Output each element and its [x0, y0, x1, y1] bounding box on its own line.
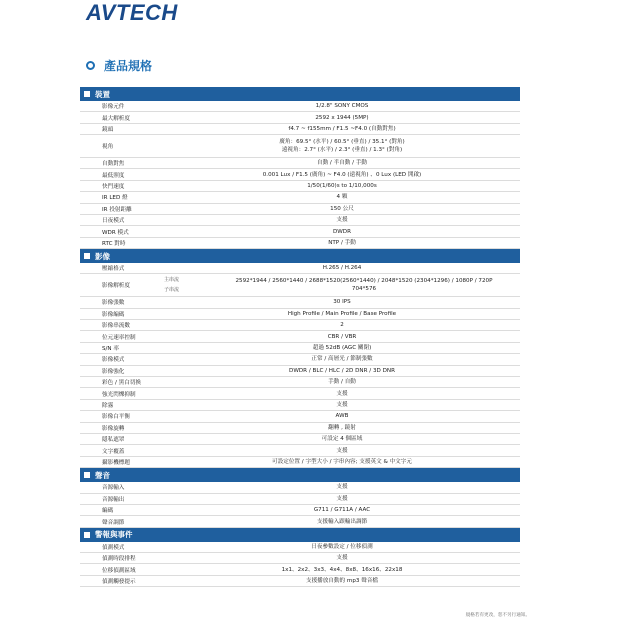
spec-value — [164, 309, 520, 319]
spec-value-line: 2 — [340, 322, 344, 329]
spec-row — [80, 297, 520, 308]
spec-value — [164, 494, 520, 504]
spec-row — [80, 354, 520, 365]
spec-row — [80, 411, 520, 422]
spec-row — [80, 238, 520, 249]
spec-row — [80, 309, 520, 320]
spec-value-line: 1/50(1/60)s to 1/10,000s — [307, 182, 377, 189]
spec-value-line: 4 顆 — [336, 194, 348, 201]
spec-value-line: 支援 — [336, 495, 348, 502]
spec-value — [164, 169, 520, 179]
page-title: 產品規格 — [104, 59, 153, 73]
spec-value-line: 支援 — [336, 390, 348, 397]
spec-label: 影像編碼 — [102, 311, 125, 318]
spec-value-line: CBR / VBR — [327, 333, 357, 340]
spec-label: WDR 模式 — [102, 229, 129, 236]
spec-row — [80, 505, 520, 516]
spec-value — [164, 215, 520, 225]
spec-label: 鏡頭 — [102, 126, 114, 133]
spec-value — [164, 482, 520, 492]
spec-value — [164, 226, 520, 236]
spec-value — [164, 101, 520, 111]
section-title: 裝置 — [95, 89, 110, 99]
spec-value — [164, 542, 520, 552]
spec-value-line: 翻轉 , 鏡射 — [328, 424, 356, 431]
spec-label: 音源輸入 — [102, 485, 125, 492]
spec-value-line: 手動 / 自動 — [328, 379, 356, 386]
stream-sublabel: 主串流 — [164, 277, 180, 284]
spec-value-line: DWDR — [332, 228, 352, 235]
stream-sublabel: 子串流 — [164, 287, 180, 294]
spec-value — [164, 457, 520, 467]
section-title: 警報與事件 — [95, 530, 133, 540]
spec-row — [80, 576, 520, 587]
spec-label: 文字覆蓋 — [102, 448, 125, 455]
spec-row — [80, 192, 520, 203]
spec-label: 偵測時段排程 — [102, 556, 136, 563]
spec-value — [164, 400, 520, 410]
spec-value — [164, 366, 520, 376]
spec-value — [164, 181, 520, 191]
page-heading — [86, 57, 152, 74]
spec-label: 視角 — [102, 144, 114, 151]
spec-row — [80, 457, 520, 468]
spec-label: 位元速率控制 — [102, 334, 136, 341]
spec-value — [164, 445, 520, 455]
spec-row — [80, 169, 520, 180]
spec-value-line: NTP / 手動 — [328, 239, 356, 246]
spec-value — [164, 505, 520, 515]
spec-row — [80, 204, 520, 215]
spec-row — [80, 135, 520, 158]
spec-value — [164, 423, 520, 433]
spec-row — [80, 542, 520, 553]
spec-row — [80, 445, 520, 456]
spec-value-line: 遠視角：2.7° (水平) / 2.3° (垂直) / 1.3° (對角) — [281, 147, 403, 154]
spec-value — [164, 238, 520, 248]
spec-label: 壓縮格式 — [102, 266, 125, 273]
spec-label: 偵測模式 — [102, 544, 125, 551]
spec-value-line: 正常 / 高層光 / 節制張數 — [311, 356, 373, 363]
spec-value-line: 支援 — [336, 447, 348, 454]
spec-value-line: 0.001 Lux / F1.5 (廣角) ~ F4.0 (遠視角) 、0 Lux (LED 開啟) — [262, 171, 422, 178]
spec-value-line: 可設定位置 / 字型大小 / 字串內容; 支援英文 & 中文字元 — [272, 458, 412, 465]
spec-label: RTC 對時 — [102, 240, 126, 247]
spec-value — [164, 434, 520, 444]
spec-label: 自動對焦 — [102, 161, 125, 168]
spec-row — [80, 181, 520, 192]
spec-value-line: 支援 — [336, 401, 348, 408]
spec-label: 偵測觸發提示 — [102, 579, 136, 586]
spec-row — [80, 388, 520, 399]
spec-label: 最低照度 — [102, 172, 125, 179]
spec-value — [164, 343, 520, 353]
spec-value-line: f4.7 ~ f155mm / F1.5 ~F4.0 (自動對焦) — [288, 125, 396, 132]
spec-value-line: DWDR / BLC / HLC / 2D DNR / 3D DNR — [289, 367, 395, 374]
spec-value — [164, 377, 520, 387]
spec-label: 影像模式 — [102, 357, 125, 364]
square-bullet-icon — [84, 472, 90, 478]
section-title: 聲音 — [95, 470, 110, 480]
spec-label: 快門速度 — [102, 183, 125, 190]
spec-row — [80, 226, 520, 237]
spec-value — [164, 516, 520, 526]
spec-value-line: 支援播放自動的 mp3 聲音檔 — [305, 578, 379, 585]
spec-label: 影像串流數 — [102, 323, 130, 330]
spec-value-line: 超過 52dB (AGC 關閉) — [312, 345, 372, 352]
spec-value — [164, 388, 520, 398]
footnote: 規格若有更改，恕不另行通知。 — [465, 613, 530, 618]
square-bullet-icon — [84, 91, 90, 97]
spec-value — [164, 112, 520, 122]
spec-row — [80, 124, 520, 135]
spec-row — [80, 494, 520, 505]
spec-label: 除霧 — [102, 402, 114, 409]
spec-row — [80, 331, 520, 342]
spec-row — [80, 400, 520, 411]
circle-bullet-icon — [86, 61, 95, 70]
spec-row — [80, 377, 520, 388]
spec-value-line: 1x1、2x2、3x3、4x4、8x8、16x16、22x18 — [281, 566, 403, 573]
spec-label: 最大解析度 — [102, 115, 130, 122]
spec-row — [80, 101, 520, 112]
spec-value-line: 日夜參數設定 / 位移偵測 — [311, 543, 373, 550]
spec-value — [164, 263, 520, 273]
spec-row — [80, 215, 520, 226]
spec-value — [164, 158, 520, 168]
square-bullet-icon — [84, 253, 90, 259]
spec-value-line: 支援輸入跟輸出調節 — [316, 518, 368, 525]
spec-label: 影像白平衡 — [102, 414, 130, 421]
spec-label: 影像旋轉 — [102, 425, 125, 432]
spec-value-line: H.265 / H.264 — [322, 265, 362, 272]
spec-label: 影像解析度 — [102, 283, 130, 290]
spec-label: 聲音調節 — [102, 519, 125, 526]
spec-row — [80, 158, 520, 169]
spec-label: 音源輸出 — [102, 496, 125, 503]
spec-value-line: 704*576 — [351, 286, 377, 293]
spec-table — [80, 87, 520, 587]
spec-value — [164, 124, 520, 134]
spec-value — [208, 274, 520, 296]
spec-value-line: 1/2.8" SONY CMOS — [315, 103, 369, 110]
spec-label: 隱私遮罩 — [102, 437, 125, 444]
spec-row — [80, 343, 520, 354]
spec-value-line: G711 / G711A / AAC — [313, 507, 371, 514]
spec-row — [80, 564, 520, 575]
spec-value — [164, 297, 520, 307]
spec-value — [164, 354, 520, 364]
section-header — [80, 87, 520, 101]
section-header — [80, 249, 520, 263]
spec-value — [164, 576, 520, 586]
section-header — [80, 468, 520, 482]
spec-value — [164, 564, 520, 574]
spec-row — [80, 366, 520, 377]
spec-row — [80, 482, 520, 493]
spec-label: 位移偵測區域 — [102, 567, 136, 574]
spec-value — [164, 192, 520, 202]
spec-row — [80, 516, 520, 527]
spec-value — [164, 320, 520, 330]
spec-value-line: High Profile / Main Profile / Base Profile — [287, 310, 397, 317]
spec-label: 影像張數 — [102, 300, 125, 307]
spec-value-line: 150 公尺 — [330, 205, 354, 212]
stream-sublabels — [164, 274, 208, 296]
spec-value-line: 2592 x 1944 (5MP) — [315, 114, 369, 121]
spec-value-line: AWB — [335, 413, 349, 420]
spec-value-line: 支援 — [336, 217, 348, 224]
spec-label: 影像強化 — [102, 368, 125, 375]
spec-row — [80, 320, 520, 331]
spec-label: IR LED 燈 — [102, 195, 128, 202]
spec-value-line: 自動 / 半自動 / 手動 — [316, 160, 368, 167]
spec-label: 影像元件 — [102, 104, 125, 111]
avtech-logo: AVTECH — [86, 0, 178, 25]
spec-row — [80, 423, 520, 434]
spec-label: 強光閃爍抑制 — [102, 391, 136, 398]
spec-label: 編碼 — [102, 508, 114, 515]
spec-row — [80, 274, 520, 297]
spec-value — [164, 331, 520, 341]
spec-label: IR 投射距離 — [102, 206, 132, 213]
spec-label: S/N 率 — [102, 346, 119, 353]
spec-value-line: 可設定 4 個區域 — [321, 436, 363, 443]
spec-label: 攝影機標題 — [102, 459, 130, 466]
square-bullet-icon — [84, 532, 90, 538]
spec-value-line: 30 IPS — [333, 299, 351, 306]
spec-value-line: 廣角：69.5° (水平) / 60.5° (垂直) / 35.1° (對角) — [279, 139, 405, 146]
spec-value — [164, 204, 520, 214]
spec-value-line: 支援 — [336, 484, 348, 491]
spec-value — [164, 553, 520, 563]
spec-row — [80, 263, 520, 274]
spec-label: 日夜模式 — [102, 218, 125, 225]
spec-value — [164, 411, 520, 421]
spec-value — [164, 135, 520, 157]
spec-label: 彩色 / 黑白切換 — [102, 380, 142, 387]
section-header — [80, 528, 520, 542]
spec-row — [80, 553, 520, 564]
section-title: 影像 — [95, 251, 110, 261]
spec-row — [80, 112, 520, 123]
spec-value-line: 2592*1944 / 2560*1440 / 2688*1520(2560*1440) / 2048*1520 (2304*1296) / 1080P / 720P — [235, 278, 493, 285]
spec-value-line: 支援 — [336, 555, 348, 562]
spec-row — [80, 434, 520, 445]
